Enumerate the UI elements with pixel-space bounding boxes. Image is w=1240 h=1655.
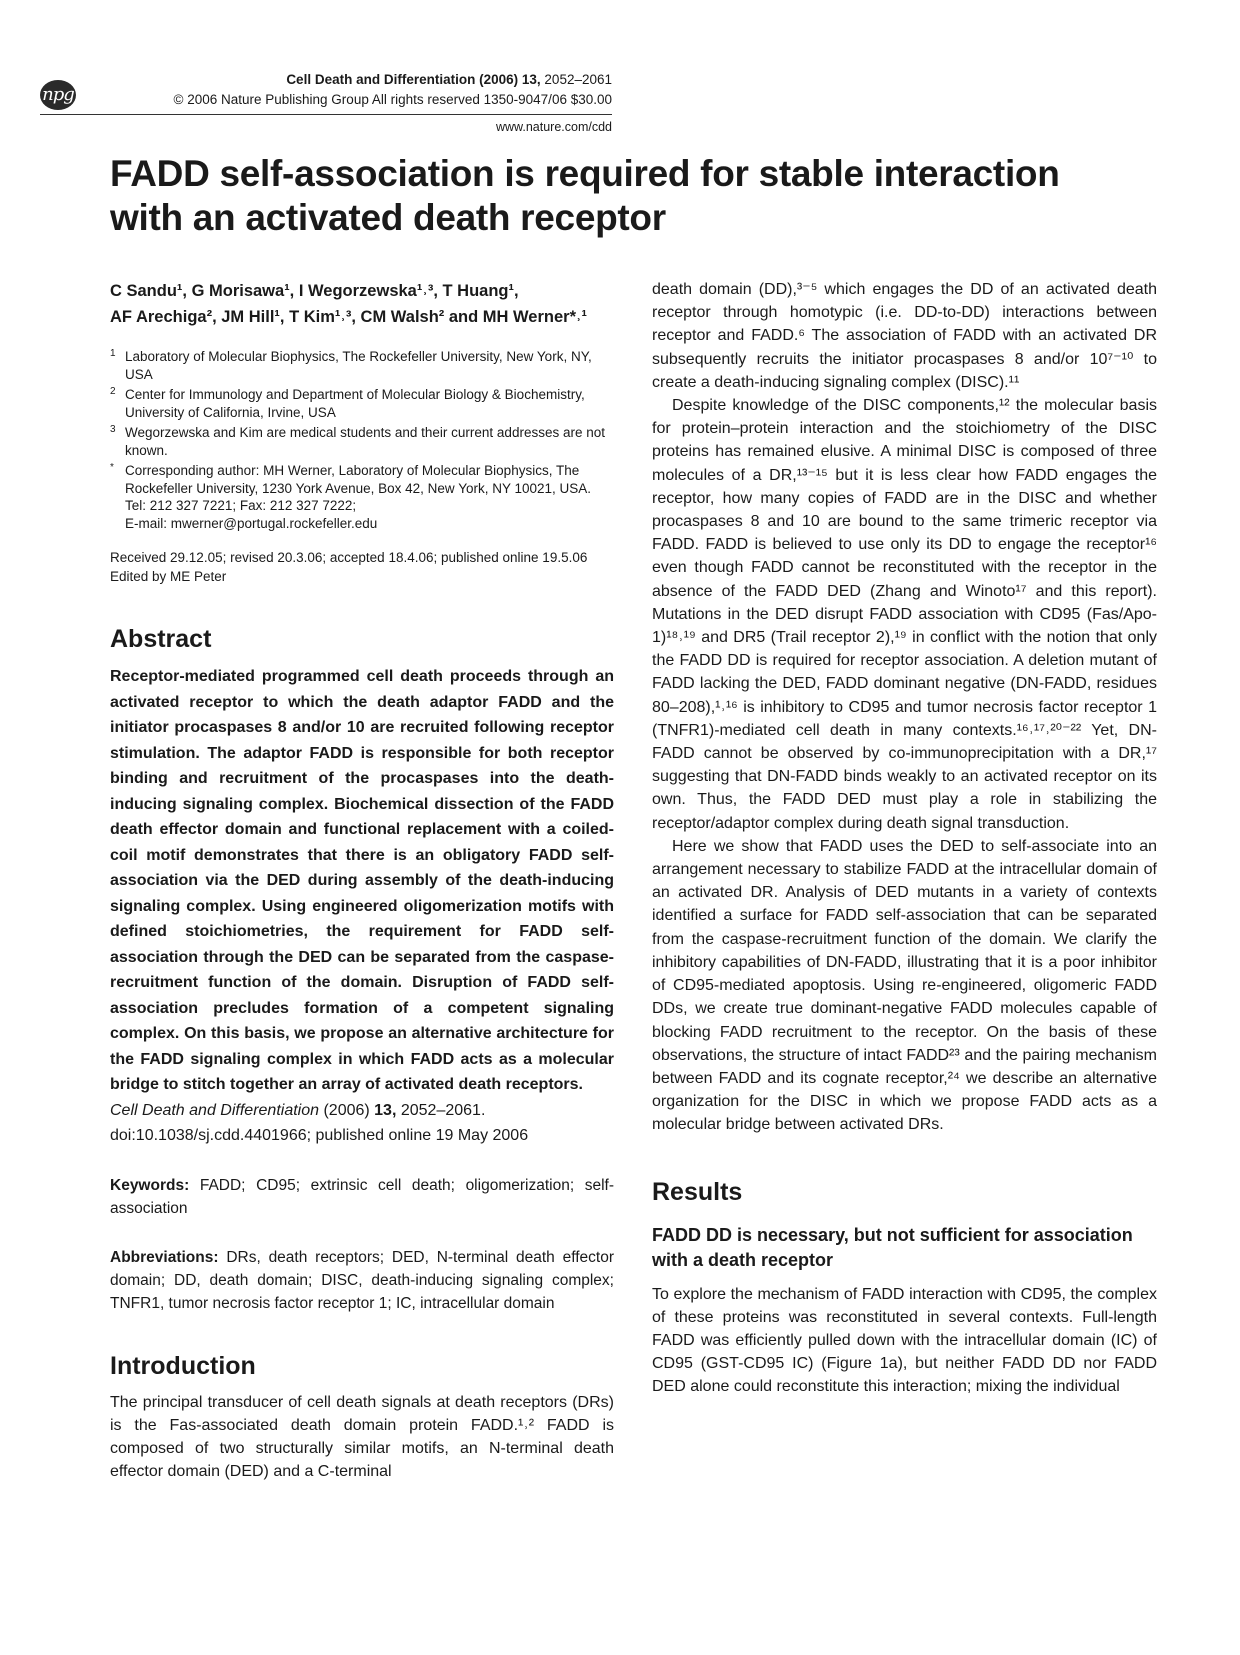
affiliation-item <box>110 348 614 383</box>
received-line: Received 29.12.05; revised 20.3.06; accepted 18.4.06; published online 19.5.06 <box>110 550 588 565</box>
keywords <box>110 1174 614 1220</box>
left-column <box>110 278 614 1483</box>
keywords-label: Keywords: <box>110 1176 190 1194</box>
affiliation-email[interactable] <box>110 515 614 533</box>
citation-volume: 13, <box>374 1101 397 1119</box>
affiliation-marker: * <box>110 462 114 473</box>
introduction-heading: Introduction <box>110 1351 256 1380</box>
abbreviations <box>110 1246 614 1315</box>
results-heading: Results <box>652 1177 743 1206</box>
citation-pages: 2052–2061. <box>396 1101 486 1119</box>
journal-name: Cell Death and Differentiation <box>286 72 476 87</box>
results-subheading: FADD DD is necessary, but not sufficient for association with a death receptor <box>652 1224 1133 1270</box>
abstract-text: Receptor-mediated programmed cell death proceeds through an activated receptor to which the death adaptor FADD and the initiator procaspases 8 and/or 10 are recruited following receptor stimulation. The adaptor FADD is responsible for both receptor binding and recruitment of the procaspases into the death-inducing signaling complex. Biochemical dissection of the FADD death effector domain and functional replacement with a coiled-coil motif demonstrates that there is an obligatory FADD self-association via the DED during assembly of the death-inducing signaling complex. Using engineered oligomerization motifs with defined stoichiometries, the requirement for FADD self-association through the DED can be separated from the caspase-recruitment function of the domain. Disruption of FADD self-association precludes formation of a competent signaling complex. On this basis, we propose an alternative architecture for the FADD signaling complex in which FADD acts as a molecular bridge to stitch together an array of activated death receptors. <box>110 668 614 1093</box>
abstract-heading: Abstract <box>110 625 212 653</box>
affiliation-item <box>110 462 614 515</box>
introduction-paragraph-1-start: The principal transducer of cell death signals at death receptors (DRs) is the Fas-associated death domain protein FADD.¹˒² FADD is composed of two structurally similar motifs, an N-terminal death effector domain (DED) and a C-terminal <box>110 1393 614 1481</box>
npg-logo: npg <box>40 80 76 110</box>
journal-reference <box>286 72 612 87</box>
header-rule <box>40 114 612 115</box>
journal-year-volume: (2006) 13, <box>479 72 541 87</box>
affiliation-text: Corresponding author: MH Werner, Laboratory of Molecular Biophysics, The Rockefeller University, 1230 York Avenue, Box 42, New York, NY 10021, USA. Tel: 212 327 7221; Fax: 212 327 7222; <box>125 463 592 513</box>
journal-url[interactable]: www.nature.com/cdd <box>495 120 612 134</box>
received-dates <box>110 548 614 586</box>
affiliation-marker: 3 <box>110 424 116 435</box>
affiliation-text: E-mail: mwerner@portugal.rockefeller.edu <box>125 515 378 531</box>
introduction-paragraph-2: Despite knowledge of the DISC components,¹² the molecular basis for protein–protein interaction and the stoichiometry of the DISC proteins has remained elusive. A minimal DISC is composed of three molecules of a DR,¹³⁻¹⁵ but it is less clear how FADD engages the receptor, how many copies of FADD are in the DISC and whether procaspases 8 and 10 are bound to the same trimeric receptor via FADD. FADD is believed to use only its DD to engage the receptor¹⁶ even though FADD cannot be reconstituted with the receptor in the absence of the FADD DED (Zhang and Winoto¹⁷ and this report). Mutations in the DED disrupt FADD association with CD95 (Fas/Apo-1)¹⁸˒¹⁹ and DR5 (Trail receptor 2),¹⁹ in conflict with the notion that only the FADD DD is required for receptor association. A deletion mutant of FADD lacking the DED, FADD dominant negative (DN-FADD, residues 80–208),¹˒¹⁶ is inhibitory to CD95 and tumor necrosis factor receptor 1 (TNFR1)-mediated cell death in many contexts.¹⁶˒¹⁷˒²⁰⁻²² Yet, DN-FADD cannot be observed by co-immunoprecipitation with a DR,¹⁷ suggesting that DN-FADD binds weakly to an activated receptor on its own. Thus, the FADD DED must play a role in stabilizing the receptor/adaptor complex during death signal transduction. <box>652 397 1157 832</box>
authors-line-1: C Sandu¹, G Morisawa¹, I Wegorzewska¹˒³, T Huang¹, <box>110 282 519 300</box>
affiliation-item <box>110 386 614 421</box>
affiliations-list <box>110 348 614 532</box>
copyright-line: © 2006 Nature Publishing Group All rights reserved 1350-9047/06 $30.00 <box>173 92 612 107</box>
affiliation-marker: 1 <box>110 348 116 359</box>
article-title: FADD self-association is required for stable interaction with an activated death receptor <box>110 153 1060 238</box>
author-list <box>110 278 614 330</box>
introduction-paragraph-1-end: death domain (DD),³⁻⁵ which engages the DD of an activated death receptor through homotypic (i.e. DD-to-DD) interactions between receptor and FADD.⁶ The association of FADD with an activated DR subsequently recruits the initiator procaspases 8 and/or 10⁷⁻¹⁰ to create a death-inducing signaling complex (DISC).¹¹ <box>652 281 1157 391</box>
citation-year: (2006) <box>319 1101 375 1119</box>
keywords-text: FADD; CD95; extrinsic cell death; oligomerization; self-association <box>110 1176 614 1217</box>
abstract-citation <box>110 1098 614 1123</box>
affiliation-item <box>110 424 614 459</box>
introduction-paragraph-3: Here we show that FADD uses the DED to self-associate into an arrangement necessary to stabilize FADD at the intracellular domain of an activated DR. Analysis of DED mutants in a variety of contexts identified a surface for FADD self-association that can be separated from the caspase-recruitment function of the domain. We clarify the inhibitory capabilities of DN-FADD, illustrating that it is a poor inhibitor of CD95-mediated apoptosis. Using re-engineered, oligomeric FADD DDs, we create true dominant-negative FADD molecules capable of blocking FADD recruitment to the receptor. On the basis of these observations, the structure of intact FADD²³ and the pairing mechanism between FADD and its cognate receptor,²⁴ we describe an alternative organization for the DISC in which we propose FADD acts as a molecular bridge between activated DRs. <box>652 837 1157 1134</box>
affiliation-text: Laboratory of Molecular Biophysics, The Rockefeller University, New York, NY, USA <box>125 349 592 382</box>
citation-journal: Cell Death and Differentiation <box>110 1101 320 1119</box>
results-paragraph-1: To explore the mechanism of FADD interaction with CD95, the complex of these proteins was reconstituted in several contexts. Full-length FADD was efficiently pulled down with the intracellular domain (IC) of CD95 (GST-CD95 IC) (Figure 1a), but neither FADD DD nor FADD DED alone could reconstitute this interaction; mixing the individual <box>652 1285 1157 1396</box>
affiliation-marker: 2 <box>110 386 116 397</box>
citation-doi[interactable]: doi:10.1038/sj.cdd.4401966; published online 19 May 2006 <box>110 1126 529 1144</box>
right-column <box>652 278 1157 1399</box>
edited-by-line: Edited by ME Peter <box>110 569 227 584</box>
affiliation-text: Center for Immunology and Department of Molecular Biology & Biochemistry, University of California, Irvine, USA <box>125 387 585 420</box>
affiliation-text: Wegorzewska and Kim are medical students and their current addresses are not known. <box>125 425 605 458</box>
abbreviations-label: Abbreviations: <box>110 1248 219 1266</box>
authors-line-2: AF Arechiga², JM Hill¹, T Kim¹˒³, CM Walsh² and MH Werner*˒¹ <box>110 308 587 326</box>
journal-pages: 2052–2061 <box>544 72 612 87</box>
abbreviations-text: DRs, death receptors; DED, N-terminal death effector domain; DD, death domain; DISC, death-inducing signaling complex; TNFR1, tumor necrosis factor receptor 1; IC, intracellular domain <box>110 1248 614 1312</box>
